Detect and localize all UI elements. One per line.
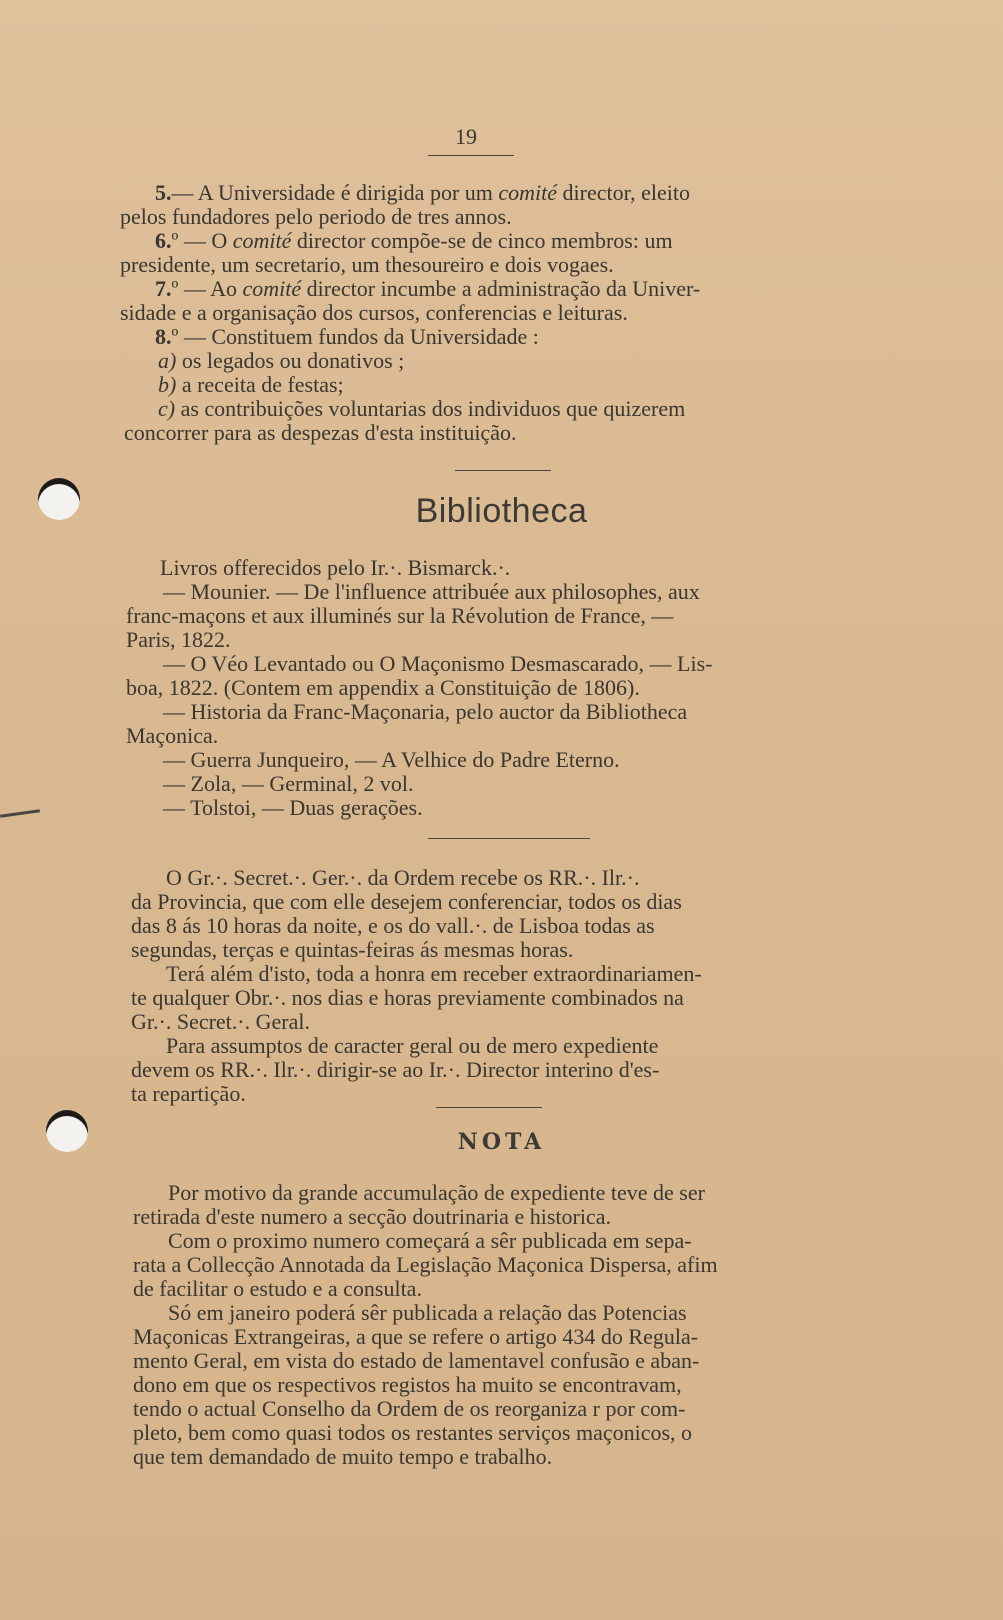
nota-line: Maçonicas Extrangeiras, a que se refere o artigo 434 do Regula- [133, 1324, 699, 1349]
nota-line: que tem demandado de muito tempo e trabalho. [133, 1444, 553, 1469]
page-number: 19 [455, 124, 477, 149]
nota-heading: NOTA [457, 1129, 546, 1155]
bibliotheca-line: boa, 1822. (Contem em appendix a Constituição de 1806). [126, 675, 640, 700]
nota-body [0, 1180, 1003, 1480]
article-number: 7. [155, 276, 172, 301]
bibliotheca-line: Paris, 1822. [126, 627, 231, 652]
nota-line: Com o proximo numero começará a sêr publicada em sepa- [168, 1228, 692, 1253]
article-number: 5. [155, 180, 172, 205]
list-letter: b) [158, 372, 177, 397]
section-divider [428, 838, 590, 839]
article-text: director incumbe a administração da Univer- [301, 276, 701, 301]
article-emphasis: comité [498, 180, 558, 205]
list-text: as contribuições voluntarias dos individuos que quizerem [175, 396, 686, 421]
bibliotheca-line: — Historia da Franc-Maçonaria, pelo auctor da Bibliotheca [163, 699, 688, 724]
bibliotheca-line: — Tolstoi, — Duas gerações. [163, 795, 423, 820]
article-text: — A Universidade é dirigida por um [171, 180, 499, 205]
nota-line: mento Geral, em vista do estado de lamentavel confusão e aban- [133, 1348, 700, 1373]
notice-line: Para assumptos de caracter geral ou de mero expediente [166, 1033, 659, 1058]
bibliotheca-line: franc-maçons et aux illuminés sur la Révolution de France, — [126, 603, 674, 628]
bibliotheca-heading: Bibliotheca [415, 492, 588, 530]
article-text: director compõe-se de cinco membros: um [291, 228, 673, 253]
nota-line: tendo o actual Conselho da Ordem de os reorganiza r por com- [133, 1396, 686, 1421]
list-text: a receita de festas; [176, 372, 344, 397]
notice-line: te qualquer Obr.·. nos dias e horas previamente combinados na [131, 985, 684, 1010]
article-line: presidente, um secretario, um thesoureiro e dois vogaes. [120, 252, 614, 277]
nota-line: dono em que os respectivos registos ha muito se encontravam, [133, 1372, 682, 1397]
article-emphasis: comité [232, 228, 292, 253]
article-emphasis: comité [242, 276, 302, 301]
list-item [158, 396, 1003, 422]
page-number-rule [428, 155, 514, 156]
list-letter: c) [158, 396, 176, 421]
article-line: pelos fundadores pelo periodo de tres annos. [120, 204, 512, 229]
secretaria-notice [0, 865, 1003, 1105]
list-letter: a) [158, 348, 177, 373]
list-item [158, 348, 1003, 374]
notice-line: ta repartição. [131, 1081, 246, 1106]
bibliotheca-line: — Zola, — Germinal, 2 vol. [163, 771, 414, 796]
notice-line: segundas, terças e quintas-feiras ás mesmas horas. [131, 937, 574, 962]
notice-line: Terá além d'isto, toda a honra em receber extraordinariamen- [166, 961, 702, 986]
nota-line: pleto, bem como quasi todos os restantes serviços maçonicos, o [133, 1420, 693, 1445]
bibliotheca-list [0, 555, 1003, 825]
bibliotheca-line: Livros offerecidos pelo Ir.·. Bismarck.·. [160, 555, 511, 580]
bibliotheca-line: Maçonica. [126, 723, 219, 748]
article-line: sidade e a organisação dos cursos, conferencias e leituras. [120, 300, 628, 325]
article-text: director, eleito [557, 180, 690, 205]
article-text: º — Constituem fundos da Universidade : [171, 324, 539, 349]
bibliotheca-line: — Mounier. — De l'influence attribuée aux philosophes, aux [163, 579, 700, 604]
article-text: º — O [171, 228, 233, 253]
article-number: 6. [155, 228, 172, 253]
nota-line: retirada d'este numero a secção doutrinaria e historica. [133, 1204, 611, 1229]
nota-line: Só em janeiro poderá sêr publicada a relação das Potencias [168, 1300, 687, 1325]
universidade-articles [0, 180, 1003, 450]
nota-line: rata a Collecção Annotada da Legislação Maçonica Dispersa, afim [133, 1252, 718, 1277]
nota-line: de facilitar o estudo e a consulta. [133, 1276, 422, 1301]
nota-line: Por motivo da grande accumulação de expediente teve de ser [168, 1180, 705, 1205]
list-continuation: concorrer para as despezas d'esta instituição. [124, 420, 517, 445]
notice-line: da Provincia, que com elle desejem conferenciar, todos os dias [131, 889, 682, 914]
notice-line: das 8 ás 10 horas da noite, e os do vall.·. de Lisboa todas as [131, 913, 655, 938]
notice-line: Gr.·. Secret.·. Geral. [131, 1009, 310, 1034]
notice-line: devem os RR.·. Ilr.·. dirigir-se ao Ir.·. Director interino d'es- [131, 1057, 660, 1082]
article-number: 8. [155, 324, 172, 349]
section-divider [436, 1107, 542, 1108]
bibliotheca-line: — O Véo Levantado ou O Maçonismo Desmascarado, — Lis- [163, 651, 713, 676]
list-text: os legados ou donativos ; [176, 348, 405, 373]
list-item [158, 372, 1003, 398]
notice-line: O Gr.·. Secret.·. Ger.·. da Ordem recebe os RR.·. Ilr.·. [166, 865, 640, 890]
bibliotheca-line: — Guerra Junqueiro, — A Velhice do Padre Eterno. [163, 747, 620, 772]
article-text: º — Ao [171, 276, 243, 301]
section-divider [455, 470, 551, 471]
